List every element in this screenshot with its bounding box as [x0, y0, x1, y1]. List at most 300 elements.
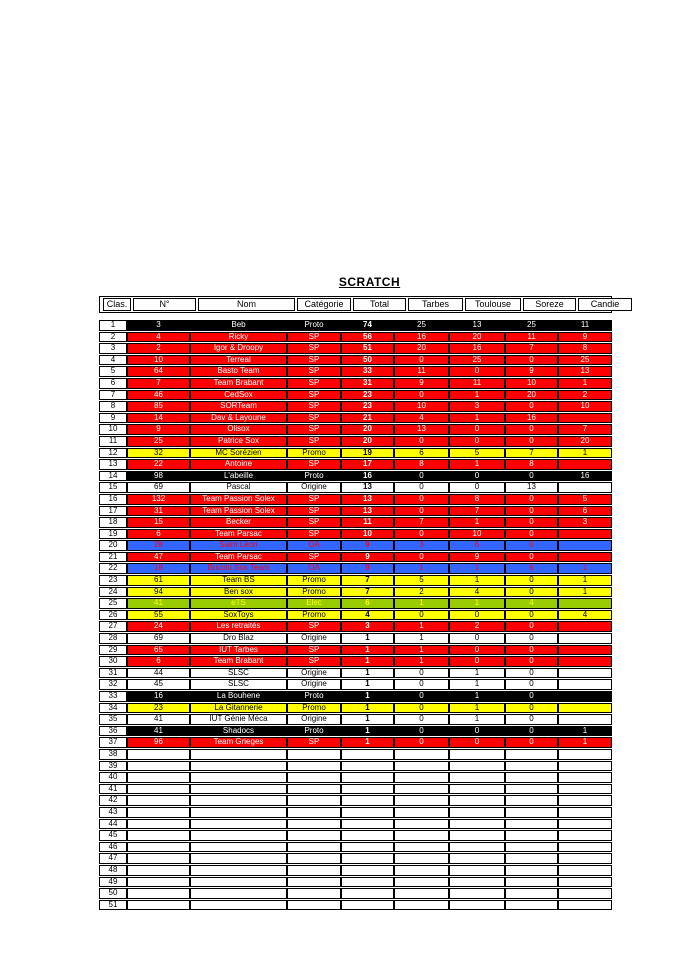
- total-cell: [341, 842, 394, 853]
- total-cell: 1: [341, 737, 394, 748]
- toulouse-cell: 10: [449, 529, 505, 540]
- candie-cell: [558, 691, 612, 702]
- tarbes-cell: [394, 772, 449, 783]
- cat-cell: [287, 888, 341, 899]
- clas-cell: 27: [99, 621, 127, 632]
- soreze-cell: 4: [505, 598, 558, 609]
- tarbes-cell: 11: [394, 366, 449, 377]
- total-cell: 13: [341, 494, 394, 505]
- tarbes-cell: 1: [394, 598, 449, 609]
- clas-cell: 20: [99, 540, 127, 551]
- tarbes-cell: 13: [394, 424, 449, 435]
- toulouse-cell: [449, 772, 505, 783]
- toulouse-cell: 1: [449, 413, 505, 424]
- total-cell: 21: [341, 413, 394, 424]
- toulouse-cell: 1: [449, 703, 505, 714]
- nom-cell: SoxToys: [190, 610, 287, 621]
- total-cell: 3: [341, 621, 394, 632]
- candie-cell: [558, 888, 612, 899]
- cat-cell: SP: [287, 494, 341, 505]
- table-row: [99, 691, 612, 702]
- total-cell: [341, 807, 394, 818]
- candie-cell: 6: [558, 506, 612, 517]
- cat-cell: SP: [287, 401, 341, 412]
- clas-cell: 23: [99, 575, 127, 586]
- soreze-cell: 0: [505, 424, 558, 435]
- tarbes-cell: [394, 819, 449, 830]
- candie-cell: 1: [558, 378, 612, 389]
- cat-cell: Proto: [287, 691, 341, 702]
- clas-cell: 11: [99, 436, 127, 447]
- toulouse-cell: [449, 830, 505, 841]
- total-cell: 1: [341, 726, 394, 737]
- num-cell: 47: [127, 552, 190, 563]
- cat-cell: [287, 842, 341, 853]
- nom-cell: [190, 830, 287, 841]
- table-row: [99, 668, 612, 679]
- soreze-cell: [505, 819, 558, 830]
- candie-cell: 7: [558, 424, 612, 435]
- soreze-cell: 0: [505, 679, 558, 690]
- tarbes-cell: 6: [394, 448, 449, 459]
- cat-cell: OA: [287, 540, 341, 551]
- soreze-cell: 6: [505, 563, 558, 574]
- nom-cell: [190, 900, 287, 911]
- num-cell: 6: [127, 529, 190, 540]
- nom-cell: Team Brabant: [190, 378, 287, 389]
- soreze-cell: 8: [505, 459, 558, 470]
- soreze-cell: [505, 888, 558, 899]
- toulouse-cell: [449, 807, 505, 818]
- tarbes-cell: [394, 865, 449, 876]
- candie-cell: [558, 807, 612, 818]
- table-row: [99, 355, 612, 366]
- soreze-cell: 0: [505, 401, 558, 412]
- num-cell: [127, 865, 190, 876]
- candie-cell: 1: [558, 448, 612, 459]
- num-cell: 4: [127, 332, 190, 343]
- num-cell: 69: [127, 633, 190, 644]
- num-cell: 22: [127, 459, 190, 470]
- nom-cell: [190, 888, 287, 899]
- num-cell: 2: [127, 343, 190, 354]
- toulouse-cell: 0: [449, 471, 505, 482]
- toulouse-cell: [449, 795, 505, 806]
- total-cell: 33: [341, 366, 394, 377]
- soreze-cell: [505, 865, 558, 876]
- soreze-cell: 0: [505, 726, 558, 737]
- table-row: [99, 610, 612, 621]
- clas-cell: 19: [99, 529, 127, 540]
- total-cell: 56: [341, 332, 394, 343]
- column-header-soreze: Soreze: [523, 298, 576, 311]
- cat-cell: [287, 761, 341, 772]
- toulouse-cell: 5: [449, 448, 505, 459]
- tarbes-cell: [394, 761, 449, 772]
- num-cell: [127, 819, 190, 830]
- toulouse-cell: 9: [449, 552, 505, 563]
- toulouse-cell: 0: [449, 726, 505, 737]
- nom-cell: Team Passion Solex: [190, 506, 287, 517]
- toulouse-cell: 2: [449, 621, 505, 632]
- clas-cell: 37: [99, 737, 127, 748]
- soreze-cell: 0: [505, 703, 558, 714]
- total-cell: [341, 749, 394, 760]
- num-cell: 41: [127, 714, 190, 725]
- clas-cell: 3: [99, 343, 127, 354]
- soreze-cell: [505, 842, 558, 853]
- total-cell: 1: [341, 691, 394, 702]
- cat-cell: SP: [287, 656, 341, 667]
- num-cell: 98: [127, 471, 190, 482]
- nom-cell: Team Brabant: [190, 656, 287, 667]
- nom-cell: [190, 761, 287, 772]
- cat-cell: SP: [287, 424, 341, 435]
- soreze-cell: 0: [505, 517, 558, 528]
- num-cell: 18: [127, 563, 190, 574]
- total-cell: 20: [341, 424, 394, 435]
- tarbes-cell: 20: [394, 343, 449, 354]
- num-cell: 44: [127, 668, 190, 679]
- soreze-cell: 0: [505, 494, 558, 505]
- table-row: [99, 390, 612, 401]
- clas-cell: 7: [99, 390, 127, 401]
- total-cell: [341, 784, 394, 795]
- table-row: [99, 378, 612, 389]
- tarbes-cell: 0: [394, 506, 449, 517]
- soreze-cell: 0: [505, 691, 558, 702]
- toulouse-cell: 1: [449, 714, 505, 725]
- clas-cell: 38: [99, 749, 127, 760]
- table-row: [99, 529, 612, 540]
- total-cell: [341, 761, 394, 772]
- num-cell: [127, 807, 190, 818]
- clas-cell: 45: [99, 830, 127, 841]
- clas-cell: 46: [99, 842, 127, 853]
- nom-cell: Bricolo Sox Team: [190, 563, 287, 574]
- toulouse-cell: 0: [449, 424, 505, 435]
- cat-cell: SP: [287, 343, 341, 354]
- num-cell: 23: [127, 703, 190, 714]
- cat-cell: SP: [287, 737, 341, 748]
- table-row: [99, 540, 612, 551]
- cat-cell: [287, 772, 341, 783]
- candie-cell: [558, 621, 612, 632]
- nom-cell: IUT Tarbes: [190, 645, 287, 656]
- tarbes-cell: [394, 853, 449, 864]
- toulouse-cell: 0: [449, 645, 505, 656]
- soreze-cell: 0: [505, 471, 558, 482]
- column-header-tarbes: Tarbes: [408, 298, 463, 311]
- total-cell: 13: [341, 482, 394, 493]
- table-row: [99, 703, 612, 714]
- cat-cell: Origine: [287, 714, 341, 725]
- table-row: [99, 575, 612, 586]
- candie-cell: 4: [558, 610, 612, 621]
- nom-cell: Becker: [190, 517, 287, 528]
- toulouse-cell: [449, 819, 505, 830]
- candie-cell: 1: [558, 726, 612, 737]
- candie-cell: [558, 668, 612, 679]
- nom-cell: Les retraités: [190, 621, 287, 632]
- cat-cell: Proto: [287, 471, 341, 482]
- clas-cell: 51: [99, 900, 127, 911]
- clas-cell: 9: [99, 413, 127, 424]
- candie-cell: [558, 877, 612, 888]
- candie-cell: 16: [558, 471, 612, 482]
- total-cell: [341, 772, 394, 783]
- soreze-cell: [505, 784, 558, 795]
- nom-cell: [190, 819, 287, 830]
- table-row: [99, 471, 612, 482]
- table-row: [99, 332, 612, 343]
- clas-cell: 50: [99, 888, 127, 899]
- candie-cell: [558, 795, 612, 806]
- tarbes-cell: 0: [394, 529, 449, 540]
- cat-cell: SP: [287, 378, 341, 389]
- total-cell: 6: [341, 598, 394, 609]
- nom-cell: Basto Team: [190, 366, 287, 377]
- table-row: [99, 598, 612, 609]
- tarbes-cell: 1: [394, 633, 449, 644]
- soreze-cell: 0: [505, 633, 558, 644]
- candie-cell: [558, 819, 612, 830]
- soreze-cell: [505, 749, 558, 760]
- cat-cell: Origine: [287, 633, 341, 644]
- results-table: [99, 319, 612, 911]
- toulouse-cell: 7: [449, 506, 505, 517]
- table-row: [99, 807, 612, 818]
- tarbes-cell: 0: [394, 737, 449, 748]
- num-cell: 7: [127, 378, 190, 389]
- candie-cell: [558, 482, 612, 493]
- toulouse-cell: [449, 749, 505, 760]
- tarbes-cell: 5: [394, 575, 449, 586]
- table-row: [99, 900, 612, 911]
- tarbes-cell: 25: [394, 320, 449, 331]
- total-cell: [341, 900, 394, 911]
- soreze-cell: 0: [505, 737, 558, 748]
- clas-cell: 13: [99, 459, 127, 470]
- total-cell: 1: [341, 633, 394, 644]
- total-cell: [341, 877, 394, 888]
- toulouse-cell: [449, 784, 505, 795]
- total-cell: 1: [341, 645, 394, 656]
- tarbes-cell: 0: [394, 714, 449, 725]
- toulouse-cell: [449, 888, 505, 899]
- table-row: [99, 401, 612, 412]
- clas-cell: 41: [99, 784, 127, 795]
- cat-cell: SP: [287, 529, 341, 540]
- candie-cell: 9: [558, 332, 612, 343]
- candie-cell: [558, 633, 612, 644]
- clas-cell: 48: [99, 865, 127, 876]
- table-row: [99, 830, 612, 841]
- nom-cell: Saint Léon: [190, 540, 287, 551]
- candie-cell: [558, 842, 612, 853]
- candie-cell: 8: [558, 343, 612, 354]
- toulouse-cell: 1: [449, 459, 505, 470]
- candie-cell: 1: [558, 587, 612, 598]
- num-cell: [127, 772, 190, 783]
- tarbes-cell: 3: [394, 540, 449, 551]
- clas-cell: 2: [99, 332, 127, 343]
- clas-cell: 12: [99, 448, 127, 459]
- soreze-cell: 11: [505, 332, 558, 343]
- nom-cell: Dav & Layoune: [190, 413, 287, 424]
- clas-cell: 28: [99, 633, 127, 644]
- tarbes-cell: 0: [394, 679, 449, 690]
- clas-cell: 5: [99, 366, 127, 377]
- total-cell: 74: [341, 320, 394, 331]
- num-cell: 41: [127, 598, 190, 609]
- num-cell: [127, 888, 190, 899]
- column-header-clas: Clas.: [103, 298, 131, 311]
- nom-cell: SORTeam: [190, 401, 287, 412]
- soreze-cell: [505, 877, 558, 888]
- table-row: [99, 343, 612, 354]
- toulouse-cell: 1: [449, 598, 505, 609]
- clas-cell: 30: [99, 656, 127, 667]
- toulouse-cell: 8: [449, 494, 505, 505]
- table-row: [99, 795, 612, 806]
- tarbes-cell: 7: [394, 517, 449, 528]
- nom-cell: Dro Blaz: [190, 633, 287, 644]
- nom-cell: eTS: [190, 598, 287, 609]
- total-cell: [341, 865, 394, 876]
- candie-cell: [558, 714, 612, 725]
- num-cell: [127, 749, 190, 760]
- nom-cell: [190, 865, 287, 876]
- toulouse-cell: 1: [449, 517, 505, 528]
- nom-cell: [190, 772, 287, 783]
- num-cell: 10: [127, 355, 190, 366]
- table-row: [99, 888, 612, 899]
- num-cell: [127, 877, 190, 888]
- soreze-cell: 0: [505, 714, 558, 725]
- cat-cell: SP: [287, 390, 341, 401]
- total-cell: 1: [341, 703, 394, 714]
- candie-cell: [558, 703, 612, 714]
- num-cell: 15: [127, 517, 190, 528]
- clas-cell: 47: [99, 853, 127, 864]
- soreze-cell: 0: [505, 552, 558, 563]
- column-header-categorie: Catégorie: [297, 298, 351, 311]
- cat-cell: SP: [287, 645, 341, 656]
- toulouse-cell: [449, 761, 505, 772]
- table-row: [99, 842, 612, 853]
- clas-cell: 32: [99, 679, 127, 690]
- tarbes-cell: [394, 888, 449, 899]
- nom-cell: Team Grieges: [190, 737, 287, 748]
- num-cell: 94: [127, 587, 190, 598]
- tarbes-cell: 10: [394, 401, 449, 412]
- tarbes-cell: [394, 830, 449, 841]
- total-cell: [341, 853, 394, 864]
- cat-cell: Promo: [287, 610, 341, 621]
- clas-cell: 8: [99, 401, 127, 412]
- num-cell: [127, 784, 190, 795]
- tarbes-cell: 0: [394, 390, 449, 401]
- clas-cell: 44: [99, 819, 127, 830]
- table-row: [99, 714, 612, 725]
- clas-cell: 36: [99, 726, 127, 737]
- soreze-cell: [505, 807, 558, 818]
- soreze-cell: [505, 830, 558, 841]
- total-cell: 9: [341, 552, 394, 563]
- num-cell: 61: [127, 575, 190, 586]
- soreze-cell: 7: [505, 343, 558, 354]
- num-cell: [127, 842, 190, 853]
- cat-cell: [287, 784, 341, 795]
- page-title: SCRATCH: [338, 275, 401, 289]
- num-cell: 14: [127, 413, 190, 424]
- total-cell: 13: [341, 506, 394, 517]
- candie-cell: [558, 645, 612, 656]
- nom-cell: La Bouhene: [190, 691, 287, 702]
- total-cell: 19: [341, 448, 394, 459]
- toulouse-cell: [449, 865, 505, 876]
- nom-cell: Pascal: [190, 482, 287, 493]
- soreze-cell: 20: [505, 390, 558, 401]
- clas-cell: 21: [99, 552, 127, 563]
- num-cell: 32: [127, 448, 190, 459]
- candie-cell: [558, 865, 612, 876]
- candie-cell: [558, 540, 612, 551]
- toulouse-cell: 0: [449, 436, 505, 447]
- nom-cell: Team Passion Solex: [190, 494, 287, 505]
- candie-cell: 10: [558, 401, 612, 412]
- toulouse-cell: 0: [449, 737, 505, 748]
- clas-cell: 34: [99, 703, 127, 714]
- column-header-total: Total: [353, 298, 406, 311]
- nom-cell: IUT Génie Méca: [190, 714, 287, 725]
- total-cell: 9: [341, 563, 394, 574]
- nom-cell: Shadocs: [190, 726, 287, 737]
- num-cell: 65: [127, 645, 190, 656]
- total-cell: 20: [341, 436, 394, 447]
- soreze-cell: 0: [505, 645, 558, 656]
- num-cell: 9: [127, 424, 190, 435]
- total-cell: 7: [341, 575, 394, 586]
- candie-cell: 3: [558, 517, 612, 528]
- table-row: [99, 448, 612, 459]
- table-row: [99, 563, 612, 574]
- cat-cell: [287, 795, 341, 806]
- cat-cell: SP: [287, 332, 341, 343]
- num-cell: 64: [127, 366, 190, 377]
- total-cell: 50: [341, 355, 394, 366]
- candie-cell: 13: [558, 366, 612, 377]
- table-row: [99, 656, 612, 667]
- nom-cell: Ben sox: [190, 587, 287, 598]
- num-cell: 6: [127, 656, 190, 667]
- table-row: [99, 679, 612, 690]
- tarbes-cell: [394, 749, 449, 760]
- total-cell: 17: [341, 459, 394, 470]
- soreze-cell: 0: [505, 506, 558, 517]
- cat-cell: [287, 749, 341, 760]
- total-cell: 7: [341, 587, 394, 598]
- soreze-cell: 0: [505, 668, 558, 679]
- nom-cell: Team Parsac: [190, 552, 287, 563]
- candie-cell: [558, 656, 612, 667]
- soreze-cell: 7: [505, 448, 558, 459]
- cat-cell: SP: [287, 436, 341, 447]
- soreze-cell: 16: [505, 413, 558, 424]
- cat-cell: OA: [287, 563, 341, 574]
- toulouse-cell: 1: [449, 679, 505, 690]
